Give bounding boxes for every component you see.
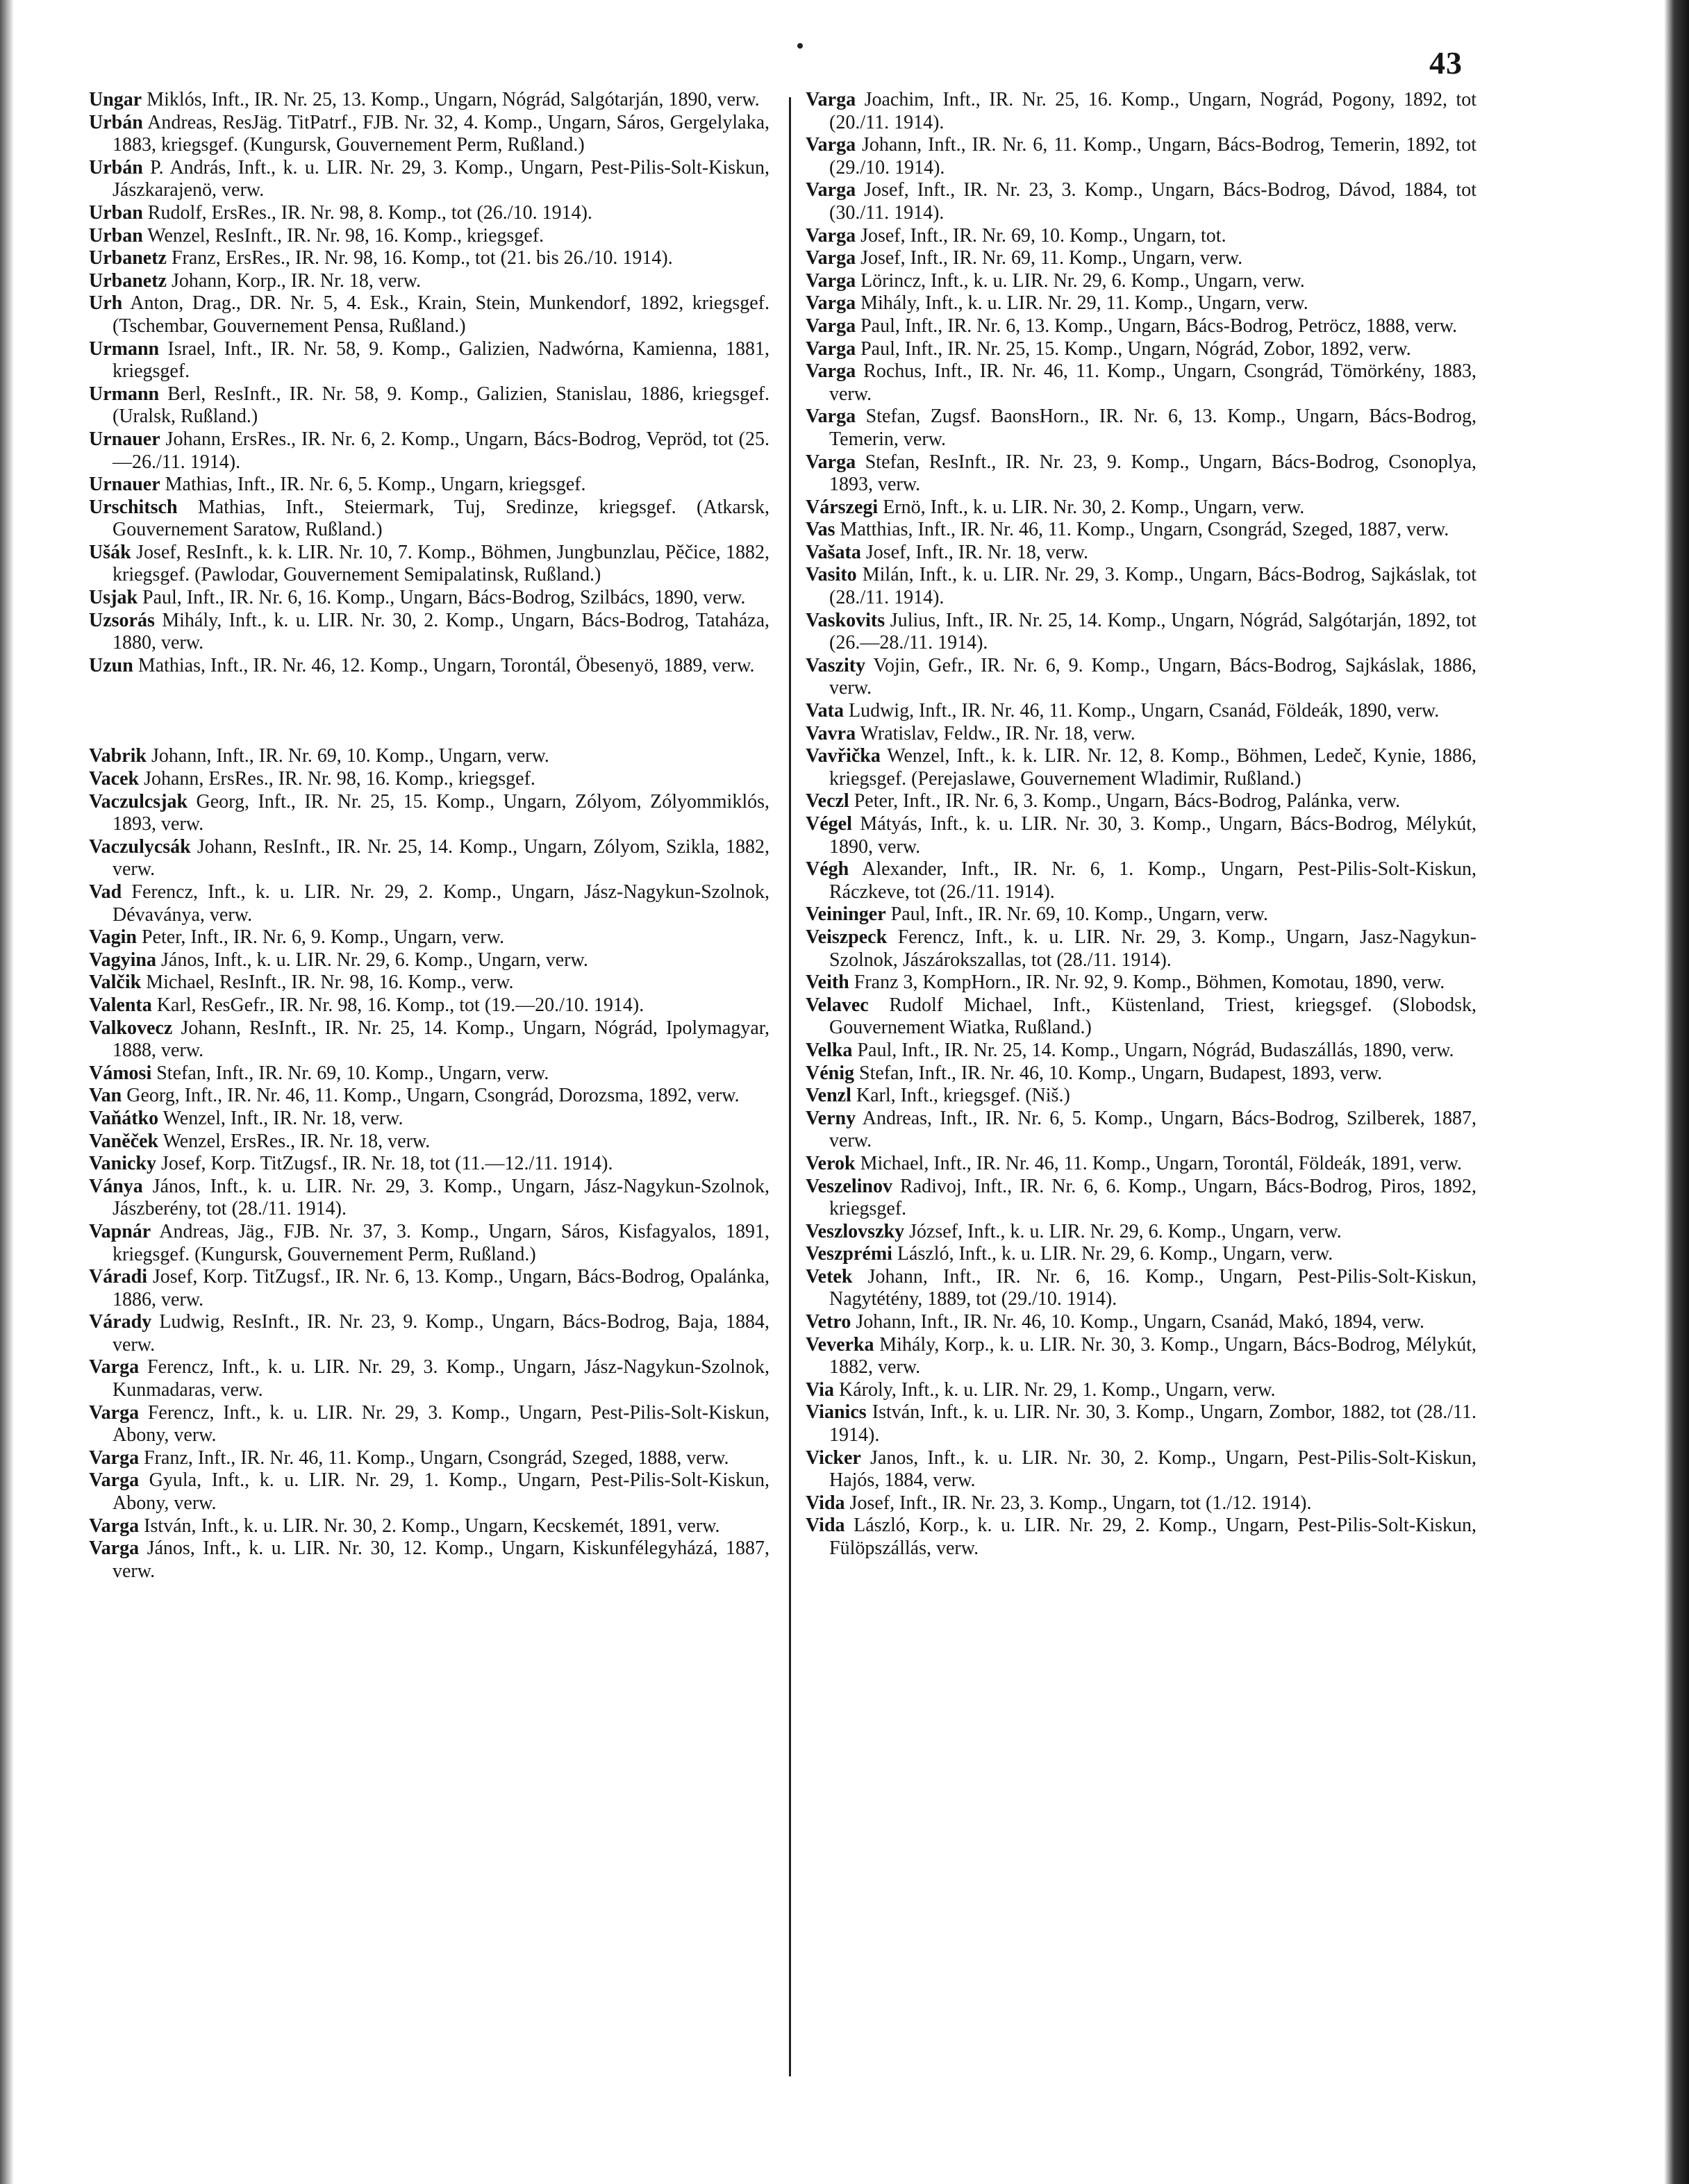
list-entry [89, 768, 769, 791]
entry-surname: Vata [806, 700, 844, 722]
entry-surname: Varga [89, 1401, 140, 1424]
entry-surname: Veszprémi [806, 1243, 892, 1265]
list-entry [89, 1266, 769, 1311]
entry-surname: Velka [806, 1039, 853, 1061]
entry-surname: Urschitsch [89, 496, 178, 518]
list-entry [89, 338, 769, 383]
list-entry [89, 1447, 769, 1470]
list-entry [806, 1221, 1476, 1244]
entry-details: Andreas, Inft., IR. Nr. 6, 5. Komp., Ungarn, Bács-Bodrog, Szilberek, 1887, verw. [829, 1107, 1476, 1152]
list-entry [89, 610, 769, 655]
entry-details: Ferencz, Inft., k. u. LIR. Nr. 29, 3. Komp., Ungarn, Jasz-Nagykun-Szolnok, Jászárokszallas, tot (28./11. 1914). [829, 926, 1476, 971]
entry-surname: Váradi [89, 1266, 147, 1288]
entry-surname: Veczl [806, 790, 849, 812]
entry-details: Paul, Inft., IR. Nr. 25, 14. Komp., Ungarn, Nógrád, Budaszállás, 1890, verw. [852, 1039, 1454, 1061]
list-entry [806, 1040, 1476, 1062]
entry-surname: Varga [806, 247, 856, 269]
entry-details: László, Korp., k. u. LIR. Nr. 29, 2. Komp., Ungarn, Pest-Pilis-Solt-Kiskun, Fülöpszállás, verw. [829, 1515, 1476, 1559]
entry-surname: Vaněček [89, 1130, 159, 1152]
entry-details: Mathias, Inft., IR. Nr. 6, 5. Komp., Ungarn, kriegsgef. [160, 474, 586, 496]
entry-details: Franz, ErsRes., IR. Nr. 98, 16. Komp., tot (21. bis 26./10. 1914). [166, 247, 673, 269]
list-entry [806, 360, 1476, 406]
entry-details: Andreas, Jäg., FJB. Nr. 37, 3. Komp., Ungarn, Sáros, Kisfagyalos, 1891, kriegsgef. (Kungursk, Gouvernement Perm, Rußland.) [113, 1220, 769, 1265]
list-entry [89, 791, 769, 836]
entry-details: Vojin, Gefr., IR. Nr. 6, 9. Komp., Ungarn, Bács-Bodrog, Sajkáslak, 1886, verw. [829, 654, 1476, 699]
entry-details: István, Inft., k. u. LIR. Nr. 30, 3. Komp., Ungarn, Zombor, 1882, tot (28./11. 1914). [829, 1401, 1476, 1447]
entry-details: Karl, ResGefr., IR. Nr. 98, 16. Komp., tot (19.—20./10. 1914). [151, 994, 644, 1016]
entry-details: P. András, Inft., k. u. LIR. Nr. 29, 3. Komp., Ungarn, Pest-Pilis-Solt-Kiskun, Jászkarajenö, verw. [113, 156, 769, 201]
entry-details: Alexander, Inft., IR. Nr. 6, 1. Komp., Ungarn, Pest-Pilis-Solt-Kiskun, Ráczkeve, tot (26./11. 1914). [829, 858, 1476, 903]
list-entry [806, 610, 1476, 655]
entry-surname: Vénig [806, 1062, 854, 1084]
entry-details: Josef, Korp. TitZugsf., IR. Nr. 6, 13. Komp., Ungarn, Bács-Bodrog, Opalánka, 1886, verw. [113, 1266, 769, 1310]
list-entry [89, 383, 769, 428]
entry-details: Israel, Inft., IR. Nr. 58, 9. Komp., Galizien, Nadwórna, Kamienna, 1881, kriegsgef. [113, 337, 769, 383]
entry-surname: Usjak [89, 587, 138, 609]
entry-surname: Varga [89, 1469, 140, 1492]
entry-surname: Varga [89, 1537, 140, 1560]
entry-surname: Veszlovszky [806, 1220, 905, 1242]
entry-surname: Vanicky [89, 1153, 157, 1175]
list-entry [89, 1469, 769, 1515]
list-entry [806, 1379, 1476, 1402]
entry-surname: Vaskovits [806, 609, 885, 631]
entry-surname: Vámosi [89, 1062, 152, 1084]
entry-surname: Valkovecz [89, 1017, 173, 1039]
entry-details: Berl, ResInft., IR. Nr. 58, 9. Komp., Galizien, Stanislau, 1886, kriegsgef. (Uralsk, Rußland.) [113, 383, 769, 428]
entry-surname: Varga [806, 179, 856, 201]
entry-details: Johann, Inft., IR. Nr. 46, 10. Komp., Ungarn, Csanád, Makó, 1894, verw. [851, 1311, 1424, 1333]
entry-surname: Varga [806, 292, 856, 315]
list-entry [89, 1153, 769, 1176]
list-entry [89, 112, 769, 157]
list-entry [89, 994, 769, 1017]
list-entry [806, 813, 1476, 858]
entry-details: Johann, ResInft., IR. Nr. 25, 14. Komp., Ungarn, Zólyom, Szikla, 1882, verw. [113, 835, 769, 881]
list-entry [806, 1153, 1476, 1176]
entry-surname: Venzl [806, 1085, 851, 1107]
entry-details: Josef, Inft., IR. Nr. 23, 3. Komp., Ungarn, tot (1./12. 1914). [844, 1492, 1312, 1514]
list-entry [89, 474, 769, 497]
entry-details: Michael, ResInft., IR. Nr. 98, 16. Komp., verw. [141, 972, 514, 994]
list-entry [806, 655, 1476, 700]
entry-details: Mathias, Inft., IR. Nr. 46, 12. Komp., Ungarn, Torontál, Öbesenyö, 1889, verw. [133, 654, 755, 676]
list-entry [89, 1062, 769, 1085]
entry-details: Stefan, Zugsf. BaonsHorn., IR. Nr. 6, 13. Komp., Ungarn, Bács-Bodrog, Temerin, verw. [829, 406, 1476, 450]
list-entry [806, 225, 1476, 248]
list-entry [89, 225, 769, 248]
page-number: 43 [1429, 45, 1463, 81]
entry-details: Johann, Korp., IR. Nr. 18, verw. [166, 269, 422, 292]
entry-surname: Vianics [806, 1401, 867, 1424]
entry-details: Peter, Inft., IR. Nr. 6, 3. Komp., Ungarn, Bács-Bodrog, Palánka, verw. [849, 790, 1401, 812]
entry-details: Georg, Inft., IR. Nr. 46, 11. Komp., Ungarn, Csongrád, Dorozsma, 1892, verw. [122, 1085, 740, 1107]
list-entry [806, 1243, 1476, 1266]
entry-details: Peter, Inft., IR. Nr. 6, 9. Komp., Ungarn, verw. [137, 926, 504, 949]
entry-details: Stefan, Inft., IR. Nr. 46, 10. Komp., Ungarn, Budapest, 1893, verw. [854, 1062, 1383, 1084]
entry-details: Janos, Inft., k. u. LIR. Nr. 30, 2. Komp., Ungarn, Pest-Pilis-Solt-Kiskun, Hajós, 1884, verw. [829, 1447, 1476, 1492]
entry-details: István, Inft., k. u. LIR. Nr. 30, 2. Komp., Ungarn, Kecskemét, 1891, verw. [139, 1515, 720, 1537]
entry-surname: Urbán [89, 156, 143, 178]
entry-surname: Varga [806, 451, 856, 473]
list-entry [89, 1221, 769, 1266]
list-entry [89, 1311, 769, 1356]
entry-surname: Varga [806, 269, 856, 292]
list-entry [806, 1062, 1476, 1085]
entry-details: Joachim, Inft., IR. Nr. 25, 16. Komp., Ungarn, Nográd, Pogony, 1892, tot (20./11. 1914). [829, 89, 1476, 133]
entry-details: Anton, Drag., DR. Nr. 5, 4. Esk., Krain, Stein, Munkendorf, 1892, kriegsgef. (Tschembar, Gouvernement Pensa, Rußland.) [113, 292, 769, 337]
entry-details: Josef, Korp. TitZugsf., IR. Nr. 18, tot (11.—12./11. 1914). [156, 1153, 613, 1175]
entry-surname: Urbanetz [89, 269, 167, 292]
entry-details: József, Inft., k. u. LIR. Nr. 29, 6. Komp., Ungarn, verw. [904, 1220, 1342, 1242]
entry-surname: Varga [806, 337, 856, 360]
entry-surname: Ungar [89, 89, 142, 110]
entry-details: Wenzel, ResInft., IR. Nr. 98, 16. Komp., kriegsgef. [142, 224, 544, 247]
list-entry [89, 497, 769, 542]
entry-surname: Vabrik [89, 745, 147, 767]
entry-details: Franz 3, KompHorn., IR. Nr. 92, 9. Komp., Böhmen, Komotau, 1890, verw. [849, 972, 1445, 994]
entry-surname: Vacek [89, 768, 140, 790]
entry-details: Matthias, Inft., IR. Nr. 46, 11. Komp., Ungarn, Csongrád, Szeged, 1887, verw. [835, 519, 1449, 541]
entry-details: Mátyás, Inft., k. u. LIR. Nr. 30, 3. Komp., Ungarn, Bács-Bodrog, Mélykút, 1890, verw. [829, 813, 1476, 858]
list-entry [89, 745, 769, 768]
entry-details: Johann, ResInft., IR. Nr. 25, 14. Komp., Ungarn, Nógrád, Ipolymagyar, 1888, verw. [113, 1017, 769, 1062]
page-dot-mark [797, 43, 803, 49]
list-entry [89, 1017, 769, 1062]
page-edge-shadow-left [0, 0, 14, 2184]
list-entry [89, 881, 769, 926]
entry-details: Mihály, Korp., k. u. LIR. Nr. 30, 3. Komp., Ungarn, Bács-Bodrog, Mélykút, 1882, verw. [829, 1333, 1476, 1378]
entry-surname: Varga [89, 1515, 140, 1537]
list-entry [89, 655, 769, 678]
list-entry [806, 247, 1476, 270]
entry-surname: Vetro [806, 1311, 851, 1333]
entry-surname: Urh [89, 292, 123, 315]
entry-surname: Veith [806, 972, 849, 994]
list-entry [806, 1334, 1476, 1379]
list-entry [89, 836, 769, 881]
list-entry [89, 247, 769, 270]
entry-surname: Vagin [89, 926, 138, 949]
list-entry [89, 202, 769, 225]
column-divider [789, 97, 791, 2076]
list-entry [806, 790, 1476, 813]
entry-details: László, Inft., k. u. LIR. Nr. 29, 6. Komp., Ungarn, verw. [892, 1243, 1333, 1265]
entry-details: Franz, Inft., IR. Nr. 46, 11. Komp., Ungarn, Csongrád, Szeged, 1888, verw. [139, 1447, 729, 1469]
entry-surname: Vaňátko [89, 1107, 159, 1129]
list-entry [89, 587, 769, 610]
list-entry [806, 926, 1476, 972]
entry-surname: Vavra [806, 722, 856, 744]
entry-details: Ludwig, ResInft., IR. Nr. 23, 9. Komp., Ungarn, Bács-Bodrog, Baja, 1884, verw. [113, 1311, 769, 1356]
list-entry [806, 1266, 1476, 1311]
entry-group-v [89, 745, 769, 1583]
entry-group-u [89, 89, 769, 677]
entry-details: Johann, ErsRes., IR. Nr. 6, 2. Komp., Ungarn, Bács-Bodrog, Vepröd, tot (25.—26./11. 1914). [113, 428, 769, 473]
list-entry [806, 1176, 1476, 1221]
entry-surname: Verny [806, 1107, 856, 1129]
entry-surname: Veiszpeck [806, 926, 888, 948]
entry-surname: Varga [89, 1447, 140, 1469]
entry-surname: Vida [806, 1515, 845, 1537]
entry-surname: Vicker [806, 1447, 861, 1469]
entry-surname: Urbán [89, 111, 143, 133]
entry-details: Wenzel, ErsRes., IR. Nr. 18, verw. [158, 1130, 431, 1152]
entry-details: Georg, Inft., IR. Nr. 25, 15. Komp., Ungarn, Zólyom, Zólyommiklós, 1893, verw. [113, 790, 769, 835]
entry-surname: Varga [806, 360, 856, 383]
entry-surname: Via [806, 1378, 834, 1401]
list-entry [806, 406, 1476, 451]
list-entry [806, 903, 1476, 926]
entry-surname: Urban [89, 224, 143, 247]
list-entry [89, 1537, 769, 1583]
list-entry [806, 315, 1476, 338]
entry-surname: Varga [806, 134, 856, 156]
entry-surname: Vaczulycsák [89, 835, 191, 858]
list-entry [806, 1085, 1476, 1108]
entry-details: Johann, Inft., IR. Nr. 69, 10. Komp., Ungarn, verw. [147, 745, 549, 767]
list-entry [806, 1447, 1476, 1492]
entry-details: Michael, Inft., IR. Nr. 46, 11. Komp., Ungarn, Torontál, Földeák, 1891, verw. [855, 1152, 1462, 1174]
list-entry [806, 292, 1476, 315]
entry-surname: Vavřička [806, 745, 881, 767]
entry-surname: Vagyina [89, 949, 157, 971]
entry-surname: Varga [806, 315, 856, 337]
list-entry [806, 723, 1476, 746]
list-entry [806, 858, 1476, 903]
entry-details: Radivoj, Inft., IR. Nr. 6, 6. Komp., Ungarn, Bács-Bodrog, Piros, 1892, kriegsgef. [829, 1175, 1476, 1220]
list-entry [89, 270, 769, 293]
entry-details: Wenzel, Inft., IR. Nr. 18, verw. [158, 1107, 403, 1129]
entry-surname: Uzsorás [89, 609, 155, 631]
entry-details: Ernö, Inft., k. u. LIR. Nr. 30, 2. Komp., Ungarn, verw. [878, 496, 1305, 518]
entry-surname: Ušák [89, 541, 131, 563]
entry-details: Rudolf, ErsRes., IR. Nr. 98, 8. Komp., tot (26./10. 1914). [142, 201, 592, 224]
entry-details: Miklós, Inft., IR. Nr. 25, 13. Komp., Ungarn, Nógrád, Salgótarján, 1890, verw. [142, 89, 760, 110]
entry-details: Mihály, Inft., k. u. LIR. Nr. 30, 2. Komp., Ungarn, Bács-Bodrog, Tataháza, 1880, verw. [113, 609, 769, 654]
entry-details: Stefan, Inft., IR. Nr. 69, 10. Komp., Ungarn, verw. [151, 1062, 549, 1084]
entry-surname: Varga [806, 224, 856, 247]
entry-surname: Vasito [806, 564, 857, 586]
list-entry [806, 270, 1476, 293]
list-entry [89, 1108, 769, 1131]
list-entry [806, 564, 1476, 609]
list-entry [89, 89, 769, 112]
list-entry [89, 1131, 769, 1153]
entry-details: János, Inft., k. u. LIR. Nr. 30, 12. Komp., Ungarn, Kiskunfélegyházá, 1887, verw. [113, 1537, 769, 1582]
list-entry [806, 1401, 1476, 1447]
list-entry [806, 700, 1476, 723]
entry-details: Ferencz, Inft., k. u. LIR. Nr. 29, 3. Komp., Ungarn, Pest-Pilis-Solt-Kiskun, Abony, verw. [113, 1401, 769, 1447]
entry-details: Ludwig, Inft., IR. Nr. 46, 11. Komp., Ungarn, Csanád, Földeák, 1890, verw. [843, 700, 1440, 722]
list-entry [806, 972, 1476, 994]
entry-details: Paul, Inft., IR. Nr. 25, 15. Komp., Ungarn, Nógrád, Zobor, 1892, verw. [856, 337, 1411, 360]
entry-surname: Urmann [89, 383, 160, 405]
entry-surname: Vašata [806, 541, 861, 563]
list-entry [89, 926, 769, 949]
list-entry [89, 157, 769, 202]
entry-details: Josef, Inft., IR. Nr. 69, 11. Komp., Ungarn, verw. [856, 247, 1243, 269]
entry-surname: Varga [806, 406, 856, 428]
entry-surname: Van [89, 1085, 122, 1107]
entry-surname: Urnauer [89, 428, 160, 450]
list-entry [806, 497, 1476, 519]
list-entry [806, 134, 1476, 179]
entry-details: Karl, Inft., kriegsgef. (Niš.) [851, 1085, 1070, 1107]
list-entry [89, 428, 769, 474]
list-entry [806, 338, 1476, 361]
entry-details: Julius, Inft., IR. Nr. 25, 14. Komp., Ungarn, Nógrád, Salgótarján, 1892, tot (26.—28./11. 1914). [829, 609, 1476, 654]
list-entry [806, 1311, 1476, 1334]
list-entry [89, 1085, 769, 1108]
entry-surname: Vetek [806, 1265, 853, 1287]
entry-surname: Végh [806, 858, 849, 881]
entry-surname: Valčik [89, 972, 142, 994]
list-entry [89, 1402, 769, 1447]
entry-group-v-continued [806, 89, 1476, 1560]
entry-surname: Urbanetz [89, 247, 167, 269]
entry-details: Andreas, ResJäg. TitPatrf., FJB. Nr. 32, 4. Komp., Ungarn, Sáros, Gergelylaka, 1883, kriegsgef. (Kungursk, Gouvernement Perm, Rußland.) [113, 111, 769, 156]
entry-details: Johann, Inft., IR. Nr. 6, 16. Komp., Ungarn, Pest-Pilis-Solt-Kiskun, Nagytétény, 1889, tot (29./10. 1914). [829, 1265, 1476, 1310]
entry-details: Stefan, ResInft., IR. Nr. 23, 9. Komp., Ungarn, Bács-Bodrog, Csonoplya, 1893, verw. [829, 451, 1476, 496]
entry-details: Paul, Inft., IR. Nr. 69, 10. Komp., Ungarn, verw. [885, 903, 1268, 926]
entry-surname: Valenta [89, 994, 152, 1016]
right-column [806, 89, 1476, 1560]
entry-surname: Vapnár [89, 1220, 151, 1242]
entry-surname: Varga [89, 1356, 140, 1378]
entry-details: Károly, Inft., k. u. LIR. Nr. 29, 1. Komp., Ungarn, verw. [833, 1378, 1276, 1401]
entry-details: Rochus, Inft., IR. Nr. 46, 11. Komp., Ungarn, Csongrád, Tömörkény, 1883, verw. [829, 360, 1476, 405]
list-entry [89, 1515, 769, 1538]
list-entry [806, 994, 1476, 1040]
entry-surname: Vaczulcsjak [89, 790, 188, 812]
entry-surname: Urban [89, 201, 143, 224]
page-edge-shadow-right [1664, 0, 1689, 2184]
entry-details: Paul, Inft., IR. Nr. 6, 13. Komp., Ungarn, Bács-Bodrog, Petröcz, 1888, verw. [856, 315, 1458, 337]
entry-details: Josef, ResInft., k. k. LIR. Nr. 10, 7. Komp., Böhmen, Jungbunzlau, Pěčice, 1882, kriegsgef. (Pawlodar, Gouvernement Semipalatinsk, Rußland.) [113, 541, 769, 586]
list-entry [89, 542, 769, 587]
entry-details: Paul, Inft., IR. Nr. 6, 16. Komp., Ungarn, Bács-Bodrog, Szilbács, 1890, verw. [138, 587, 746, 609]
entry-surname: Várszegi [806, 496, 879, 518]
list-entry [806, 519, 1476, 542]
entry-details: Gyula, Inft., k. u. LIR. Nr. 29, 1. Komp., Ungarn, Pest-Pilis-Solt-Kiskun, Abony, verw. [113, 1469, 769, 1515]
entry-surname: Ványa [89, 1175, 143, 1197]
left-column [89, 89, 769, 1583]
list-entry [806, 542, 1476, 565]
entry-details: Johann, ErsRes., IR. Nr. 98, 16. Komp., kriegsgef. [139, 768, 535, 790]
entry-surname: Verok [806, 1152, 856, 1174]
entry-details: Mathias, Inft., Steiermark, Tuj, Sredinze, kriegsgef. (Atkarsk, Gouvernement Saratow, Rußland.) [113, 496, 769, 541]
list-entry [89, 292, 769, 337]
entry-details: Rudolf Michael, Inft., Küstenland, Triest, kriegsgef. (Slobodsk, Gouvernement Wiatka, Rußland.) [829, 994, 1476, 1039]
list-entry [806, 89, 1476, 134]
list-entry [89, 972, 769, 994]
entry-surname: Veininger [806, 903, 886, 926]
entry-surname: Vad [89, 881, 122, 903]
list-entry [89, 949, 769, 972]
entry-details: Lörincz, Inft., k. u. LIR. Nr. 29, 6. Komp., Ungarn, verw. [856, 269, 1305, 292]
list-entry [806, 1515, 1476, 1560]
list-entry [89, 1356, 769, 1401]
entry-details: János, Inft., k. u. LIR. Nr. 29, 3. Komp., Ungarn, Jász-Nagykun-Szolnok, Jászberény, tot (28./11. 1914). [113, 1175, 769, 1220]
list-entry [806, 745, 1476, 790]
entry-details: Ferencz, Inft., k. u. LIR. Nr. 29, 3. Komp., Ungarn, Jász-Nagykun-Szolnok, Kunmadaras, verw. [113, 1356, 769, 1401]
entry-details: Johann, Inft., IR. Nr. 6, 11. Komp., Ungarn, Bács-Bodrog, Temerin, 1892, tot (29./10. 1914). [829, 134, 1476, 178]
entry-details: Josef, Inft., IR. Nr. 69, 10. Komp., Ungarn, tot. [856, 224, 1226, 247]
entry-surname: Vaszity [806, 654, 866, 676]
list-entry [806, 179, 1476, 224]
entry-details: Josef, Inft., IR. Nr. 23, 3. Komp., Ungarn, Bács-Bodrog, Dávod, 1884, tot (30./11. 1914). [829, 179, 1476, 224]
entry-surname: Várady [89, 1311, 152, 1333]
entry-details: Mihály, Inft., k. u. LIR. Nr. 29, 11. Komp., Ungarn, verw. [856, 292, 1308, 315]
entry-details: Josef, Inft., IR. Nr. 18, verw. [860, 541, 1089, 563]
entry-details: Ferencz, Inft., k. u. LIR. Nr. 29, 2. Komp., Ungarn, Jász-Nagykun-Szolnok, Dévaványa, verw. [113, 881, 769, 926]
entry-surname: Urnauer [89, 474, 160, 496]
list-entry [806, 1108, 1476, 1153]
entry-details: Milán, Inft., k. u. LIR. Nr. 29, 3. Komp., Ungarn, Bács-Bodrog, Sajkáslak, tot (28./11. 1914). [829, 564, 1476, 609]
list-entry [806, 1492, 1476, 1515]
list-entry [806, 451, 1476, 497]
entry-surname: Uzun [89, 654, 133, 676]
entry-details: Wratislav, Feldw., IR. Nr. 18, verw. [856, 722, 1135, 744]
group-spacer [89, 677, 769, 745]
entry-surname: Veverka [806, 1333, 874, 1356]
entry-surname: Urmann [89, 337, 160, 360]
entry-surname: Végel [806, 813, 852, 835]
entry-surname: Veszelinov [806, 1175, 892, 1197]
entry-surname: Vas [806, 519, 835, 541]
entry-surname: Varga [806, 89, 856, 110]
entry-details: Wenzel, Inft., k. k. LIR. Nr. 12, 8. Komp., Böhmen, Ledeč, Kynie, 1886, kriegsgef. (Perejaslawe, Gouvernement Wladimir, Rußland.) [829, 745, 1476, 790]
entry-details: János, Inft., k. u. LIR. Nr. 29, 6. Komp., Ungarn, verw. [156, 949, 588, 971]
entry-surname: Vida [806, 1492, 845, 1514]
list-entry [89, 1176, 769, 1221]
entry-surname: Velavec [806, 994, 869, 1016]
